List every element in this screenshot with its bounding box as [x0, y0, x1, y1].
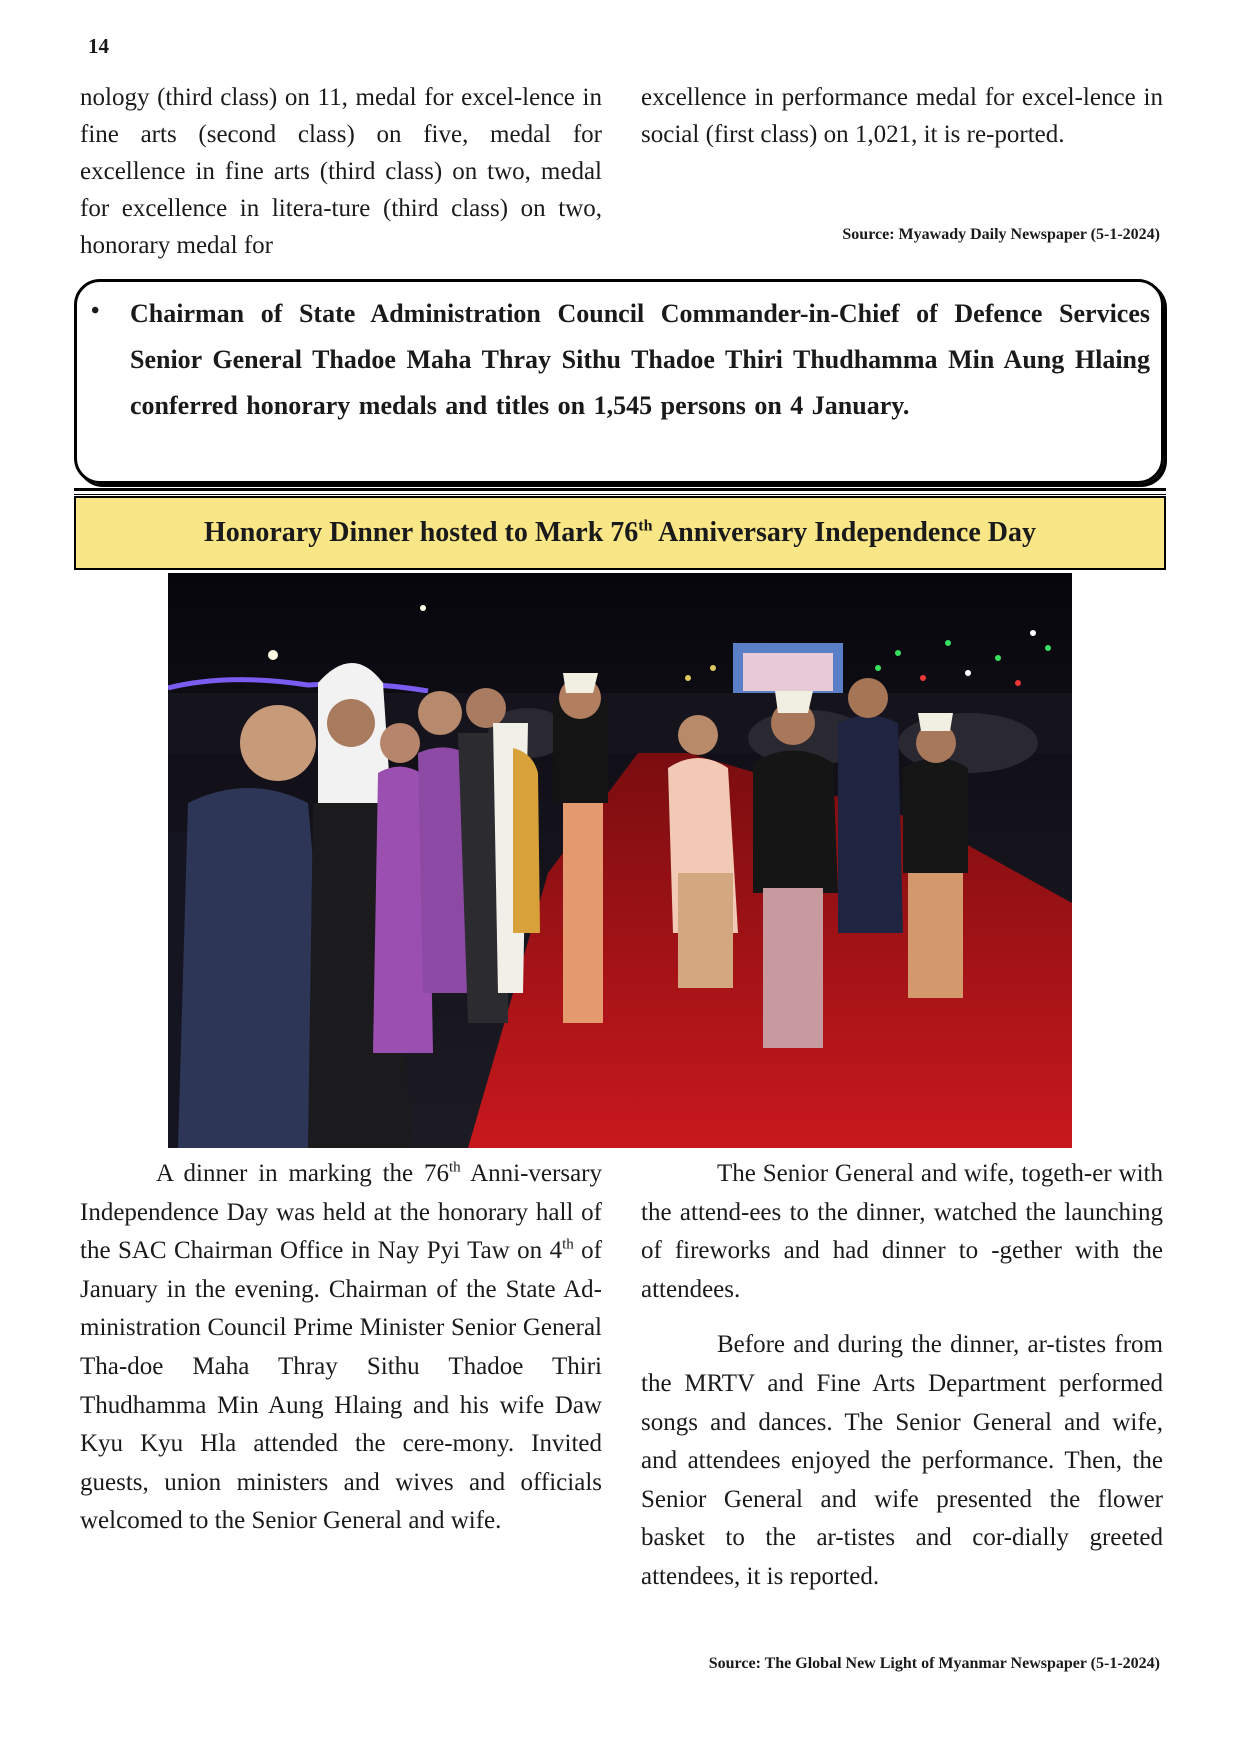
article-2-left-column [80, 1155, 602, 1541]
article-2-left-paragraph: A dinner in marking the 76th Anni-versary Independence Day was held at the honorary hall of the SAC Chairman Office in Nay Pyi Taw on 4th of January in the evening. Chairman of the State Ad-ministration Council Prime Minister Senior General Tha-doe Maha Thray Sithu Thadoe Thiri Thudhamma Min Aung Hlaing and his wife Daw Kyu Kyu Hla attended the cere-mony. Invited guests, union ministers and wives and officials welcomed to the Senior General and wife. [80, 1159, 602, 1535]
headline-bar [74, 496, 1166, 570]
bullet-icon: • [91, 298, 100, 324]
event-photo [168, 573, 1072, 1148]
article-1-right-text: excellence in performance medal for excel-lence in social (first class) on 1,021, it is re-ported. [641, 84, 1163, 148]
article-2-headline: Honorary Dinner hosted to Mark 76th Anniversary Independence Day [204, 517, 1036, 548]
highlight-text: Chairman of State Administration Council Commander-in-Chief of Defence Services Senior General Thadoe Maha Thray Sithu Thadoe Thiri Thudhamma Min Aung Hlaing conferred honorary medals and titles on 1,545 persons on 4 January. [130, 299, 1150, 420]
article-1-left-text: nology (third class) on 11, medal for excel-lence in fine arts (second class) on five, medal for excellence in fine arts (third class) on two, medal for excellence in litera-ture (third class) on two, honorary medal for [80, 84, 602, 259]
article-2-right-column [641, 1155, 1163, 1597]
page-number: 14 [88, 34, 109, 58]
highlight-box [74, 279, 1164, 484]
article-2-source: Source: The Global New Light of Myanmar Newspaper (5-1-2024) [708, 1655, 1160, 1672]
article-1-left-column [80, 79, 602, 264]
divider-rule [74, 488, 1166, 495]
article-2-right-paragraph-1: The Senior General and wife, togeth-er with the attend-ees to the dinner, watched the launching of fireworks and had dinner to -gether with the attendees. [641, 1160, 1163, 1303]
article-1-right-column [641, 79, 1163, 153]
article-2-right-paragraph-2: Before and during the dinner, ar-tistes from the MRTV and Fine Arts Department performed songs and dances. The Senior General and wife, and attendees enjoyed the performance. Then, the Senior General and wife presented the flower basket to the ar-tistes and cor-dially greeted attendees, it is reported. [641, 1331, 1163, 1590]
article-1-source: Source: Myawady Daily Newspaper (5-1-2024) [842, 226, 1160, 243]
